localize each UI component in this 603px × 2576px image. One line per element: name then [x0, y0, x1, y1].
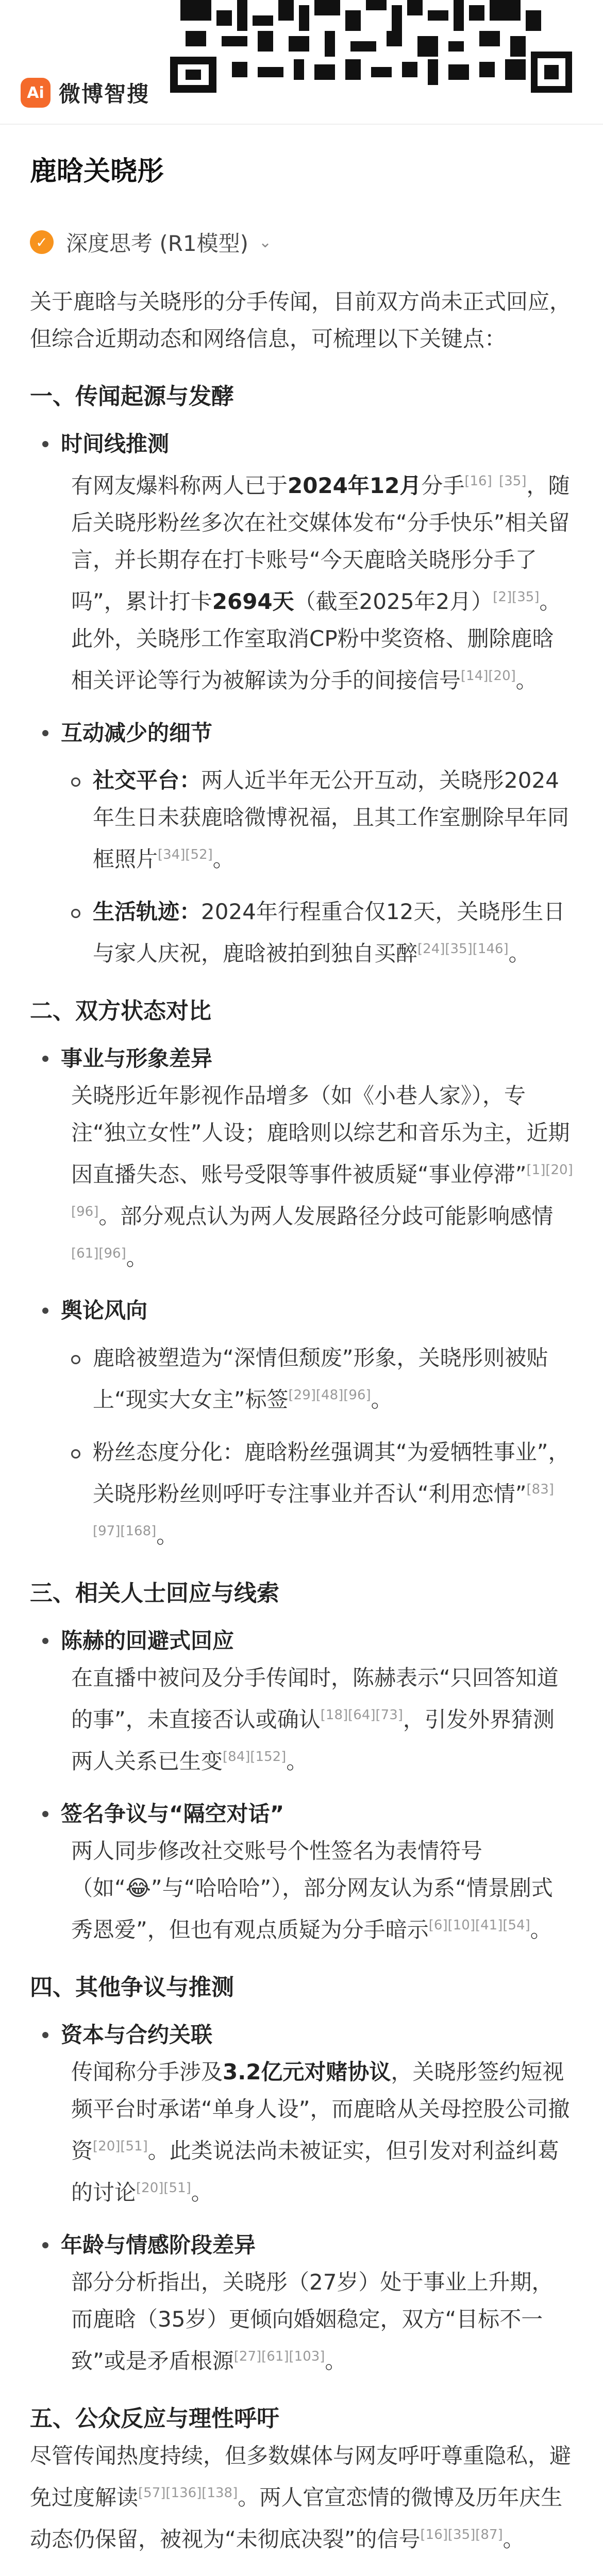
- text: 。: [508, 941, 530, 966]
- list-text: [93, 893, 574, 972]
- citation-link[interactable]: [1][20][96]: [71, 1162, 573, 1219]
- list-text: [93, 1434, 574, 1554]
- text: 部分分析指出，关晓彤（27岁）处于事业上升期，而鹿晗（35岁）更倾向婚姻稳定，双方“目标不一致”或是矛盾根源: [71, 2269, 554, 2374]
- citation-link[interactable]: [16]: [464, 473, 492, 489]
- paragraph: [30, 463, 574, 699]
- text: 。: [191, 2180, 213, 2205]
- text: 。部分观点认为两人发展路径分歧可能影响感情: [98, 1204, 554, 1229]
- label: 生活轨迹：: [93, 899, 202, 924]
- subsection-label: 互动减少的细节: [61, 720, 213, 745]
- text: 。: [156, 1523, 178, 1548]
- text: ，引发外界猜测两人关系已生变: [71, 1707, 555, 1774]
- citation-link[interactable]: [20][51]: [136, 2180, 191, 2196]
- paragraph: [30, 1659, 574, 1780]
- disclaimer-note: [30, 2573, 574, 2576]
- text: 。: [530, 1917, 552, 1942]
- bold-text: 2024年12月: [288, 473, 422, 498]
- label: 社交平台：: [93, 768, 202, 793]
- text: 。两人官宣恋情的微博及历年庆生动态仍保留，被视为“未彻底决裂”的信号: [30, 2485, 563, 2552]
- text: 。: [286, 1749, 308, 1774]
- bullet-icon: [42, 730, 48, 736]
- chevron-down-icon: ⌄: [259, 233, 272, 251]
- text: 。此外，关晓彤工作室取消CP粉中奖资格、删除鹿晗相关评论等行为被解读为分手的间接信号: [71, 589, 561, 693]
- mode-selector[interactable]: [30, 227, 272, 258]
- text: 有网友爆料称两人已于: [71, 473, 288, 498]
- section-title: 三、相关人士回应与线索: [30, 1580, 279, 1606]
- text: 分手: [421, 473, 465, 498]
- subsection-title: [30, 2016, 574, 2054]
- subsection-label: 资本与合约关联: [61, 2022, 213, 2047]
- citation-link[interactable]: [83][97][168]: [93, 1482, 554, 1539]
- mode-label: 深度思考 (R1模型): [66, 231, 249, 256]
- ai-logo-icon: Ai: [21, 78, 51, 108]
- subsection-title: [30, 426, 574, 463]
- qr-code-icon: [170, 0, 572, 98]
- text: ，关晓彤签约短视频平台时承诺“单身人设”，而鹿晗从关母控股公司撤资: [71, 2059, 570, 2163]
- bullet-icon: [71, 1355, 80, 1364]
- paragraph: [30, 2054, 574, 2211]
- check-circle-icon: ✓: [30, 230, 54, 254]
- subsection-label: 事业与形象差异: [61, 1046, 213, 1071]
- intro-text: 关于鹿晗与关晓彤的分手传闻，目前双方尚未正式回应，但综合近期动态和网络信息，可梳理以下关键点：: [30, 289, 572, 351]
- bullet-icon: [71, 909, 80, 918]
- text: 2024年行程重合仅12天，关晓彤生日与家人庆祝，鹿晗被拍到独自买醉: [93, 899, 565, 966]
- text: ，随后关晓彤粉丝多次在社交媒体发布“分手快乐”相关留言，并长期存在打卡账号“今天鹿晗关晓彤分手了吗”，累计打卡: [71, 473, 570, 614]
- citation-link[interactable]: [57][136][138]: [138, 2485, 238, 2501]
- page-title: 鹿晗关晓彤: [30, 156, 164, 187]
- citation-link[interactable]: [16][35][87]: [420, 2527, 503, 2543]
- list-item: [30, 762, 574, 878]
- section-title: 四、其他争议与推测: [30, 1974, 234, 2001]
- app-name: 微博智搜: [59, 81, 150, 107]
- text: 。: [371, 1387, 393, 1412]
- section-title: 五、公众反应与理性呼吁: [30, 2405, 279, 2432]
- paragraph: [30, 1077, 574, 1277]
- text: 两人近半年无公开互动，关晓彤2024年生日未获鹿晗微博祝福，且其工作室删除早年同框照片: [93, 768, 569, 872]
- list-item: [30, 1434, 574, 1554]
- text: 。: [515, 668, 538, 693]
- citation-link[interactable]: [34][52]: [158, 847, 213, 862]
- text: 粉丝态度分化：鹿晗粉丝强调其“为爱牺牲事业”，关晓彤粉丝则呼吁专注事业并否认“利用恋情”: [93, 1439, 570, 1506]
- subsection-title: [30, 1795, 574, 1833]
- subsection-label: 舆论风向: [61, 1298, 148, 1323]
- bullet-icon: [42, 1056, 48, 1062]
- header: [0, 0, 603, 155]
- text: 。: [502, 2527, 525, 2552]
- text: 关晓彤近年影视作品增多（如《小巷人家》），专注“独立女性”人设；鹿晗则以综艺和音乐为主，近期因直播失态、账号受限等事件被质疑“事业停滞”: [71, 1083, 570, 1187]
- subsection-label: 时间线推测: [61, 431, 170, 456]
- paragraph: [30, 2264, 574, 2380]
- list-item: [30, 893, 574, 972]
- text: 。: [325, 2348, 347, 2374]
- citation-link[interactable]: [35]: [499, 473, 527, 489]
- subsection-title: [30, 1040, 574, 1077]
- subsection-label: 年龄与情感阶段差异: [61, 2232, 256, 2258]
- citation-link[interactable]: [6][10][41][54]: [428, 1918, 530, 1933]
- citation-link[interactable]: [61][96]: [71, 1246, 126, 1261]
- citation-link[interactable]: [24][35][146]: [417, 941, 509, 957]
- citation-link[interactable]: [18][64][73]: [320, 1707, 403, 1723]
- answer-content: [30, 283, 574, 2576]
- citation-link[interactable]: [29][48][96]: [288, 1387, 371, 1403]
- paragraph: [30, 1833, 574, 1948]
- divider: [0, 124, 603, 125]
- bullet-icon: [71, 777, 80, 787]
- text: 。此类说法尚未被证实，但引发对利益纠葛的讨论: [71, 2138, 559, 2205]
- citation-link[interactable]: [14][20]: [461, 668, 516, 684]
- subsection-label: 陈赫的回避式回应: [61, 1628, 234, 1653]
- bullet-icon: [42, 441, 48, 447]
- bullet-icon: [42, 2032, 48, 2038]
- section-title: 二、双方状态对比: [30, 998, 211, 1024]
- bullet-icon: [42, 1811, 48, 1817]
- text: 在直播中被问及分手传闻时，陈赫表示“只回答知道的事”，未直接否认或确认: [71, 1665, 559, 1732]
- subsection-title: [30, 2227, 574, 2264]
- section-title: 一、传闻起源与发酵: [30, 383, 234, 410]
- bold-text: 3.2亿元对赌协议: [223, 2059, 391, 2084]
- citation-link[interactable]: [2][35]: [493, 589, 540, 605]
- citation-link[interactable]: [20][51]: [93, 2139, 148, 2154]
- subsection-title: [30, 715, 574, 752]
- citation-link[interactable]: [27][61][103]: [233, 2349, 325, 2364]
- text: 。: [126, 1245, 148, 1270]
- bold-text: 2694天: [212, 589, 294, 614]
- list-item: [30, 1340, 574, 1418]
- bullet-icon: [42, 2242, 48, 2248]
- bullet-icon: [42, 1308, 48, 1314]
- paragraph: [30, 2437, 574, 2558]
- citation-link[interactable]: [84][152]: [223, 1749, 287, 1765]
- list-text: [93, 762, 574, 878]
- text: 尽管传闻热度持续，但多数媒体与网友呼吁尊重隐私，避免过度解读: [30, 2443, 572, 2510]
- bullet-icon: [42, 1638, 48, 1644]
- text: 传闻称分手涉及: [71, 2059, 223, 2084]
- list-text: [93, 1340, 574, 1418]
- bullet-icon: [71, 1449, 80, 1459]
- brand: [21, 67, 149, 118]
- text: 两人同步修改社交账号个性签名为表情符号（如“😂”与“哈哈哈”），部分网友认为系“情景剧式秀恩爱”，但也有观点质疑为分手暗示: [71, 1838, 553, 1942]
- subsection-title: [30, 1292, 574, 1329]
- text: 。: [212, 846, 234, 872]
- text: 鹿晗被塑造为“深情但颓废”形象，关晓彤则被贴上“现实大女主”标签: [93, 1345, 548, 1412]
- subsection-title: [30, 1622, 574, 1659]
- subsection-label: 签名争议与“隔空对话”: [61, 1801, 284, 1826]
- text: （截至2025年2月）: [294, 589, 493, 614]
